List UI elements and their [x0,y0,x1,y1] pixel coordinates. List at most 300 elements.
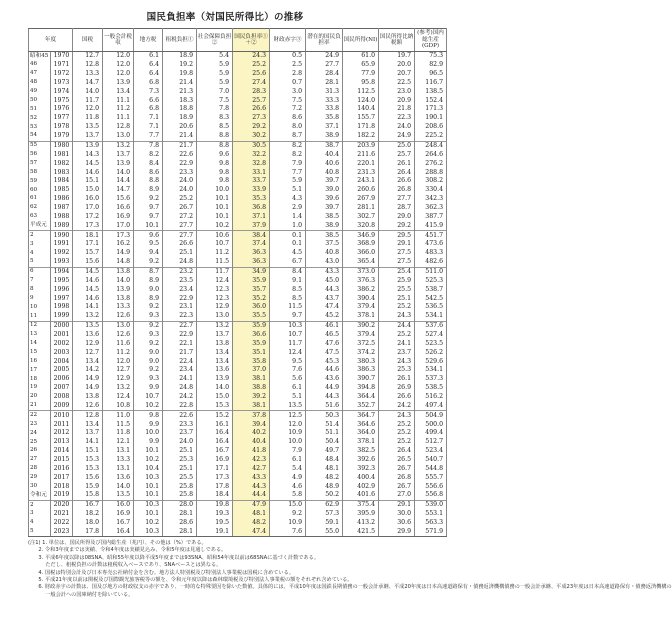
cell-general-account-tax: 10.8 [103,402,134,411]
cell-potential-burden-rate: 38.9 [306,221,343,230]
cell-year: 2010 [51,411,73,420]
cell-potential-burden-rate: 48.4 [306,456,343,465]
cell-fiscal-deficit: 4.5 [270,249,306,258]
cell-era: 14 [29,340,51,349]
cell-social-security-burden: 15.3 [197,402,233,411]
cell-potential-burden-rate: 62.9 [306,500,343,509]
cell-local-tax: 10.4 [134,465,163,474]
cell-national-burden-rate: 44.3 [233,482,270,491]
cell-year: 1990 [51,231,73,240]
cell-national-tax: 18.1 [73,231,103,240]
cell-general-account-tax: 12.6 [103,312,134,321]
cell-national-tax: 11.7 [73,96,103,105]
cell-social-security-burden: 16.1 [197,420,233,429]
cell-national-burden-rate: 35.9 [233,276,270,285]
cell-general-account-tax: 13.5 [103,491,134,500]
cell-fiscal-deficit: 8.0 [270,123,306,132]
cell-year: 1975 [51,96,73,105]
table-row [29,510,447,519]
cell-tax-burden: 25.2 [163,195,197,204]
cell-social-security-burden: 19.5 [197,519,233,528]
cell-local-tax: 10.1 [134,491,163,500]
cell-potential-burden-rate: 51.1 [306,429,343,438]
cell-gdp: 116.7 [415,79,447,88]
table-row [29,249,447,258]
cell-general-account-tax: 13.2 [103,384,134,393]
cell-tax-to-income: 26.4 [379,447,415,456]
cell-national-income: 124.0 [343,96,379,105]
cell-year: 2013 [51,438,73,447]
cell-gdp: 555.7 [415,473,447,482]
cell-era: 47 [29,70,51,79]
cell-national-tax: 14.7 [73,79,103,88]
cell-era: 50 [29,96,51,105]
cell-fiscal-deficit: 7.9 [270,159,306,168]
cell-national-tax: 13.9 [73,141,103,150]
cell-general-account-tax: 13.2 [103,141,134,150]
cell-fiscal-deficit: 5.8 [270,491,306,500]
cell-gdp: 225.2 [415,132,447,141]
cell-general-account-tax: 14.0 [103,482,134,491]
cell-national-burden-rate: 40.2 [233,429,270,438]
cell-era: 63 [29,212,51,221]
cell-tax-burden: 26.6 [163,240,197,249]
cell-fiscal-deficit: 1.4 [270,212,306,221]
cell-national-income: 267.9 [343,195,379,204]
cell-year: 2001 [51,331,73,340]
cell-potential-burden-rate: 38.7 [306,141,343,150]
cell-social-security-burden: 13.6 [197,366,233,375]
cell-era: 13 [29,331,51,340]
cell-national-burden-rate: 42.3 [233,456,270,465]
cell-gdp: 571.9 [415,528,447,537]
cell-gdp: 171.3 [415,105,447,114]
cell-fiscal-deficit: 8.5 [270,294,306,303]
cell-general-account-tax: 13.9 [103,159,134,168]
cell-tax-to-income: 27.0 [379,491,415,500]
cell-era: 28 [29,465,51,474]
cell-national-tax: 18.0 [73,519,103,528]
cell-local-tax: 10.2 [134,402,163,411]
cell-tax-burden: 25.1 [163,249,197,258]
header-potential-burden-rate: 潜在的国民負担率 [306,29,343,52]
cell-tax-burden: 23.2 [163,267,197,276]
cell-era: 10 [29,303,51,312]
table-row [29,105,447,114]
cell-gdp: 362.3 [415,204,447,213]
cell-local-tax: 10.1 [134,482,163,491]
header-tax-burden: 租税負担① [163,29,197,52]
cell-tax-burden: 27.2 [163,212,197,221]
cell-era: 22 [29,411,51,420]
cell-tax-burden: 19.8 [163,70,197,79]
cell-local-tax: 10.2 [134,456,163,465]
cell-tax-to-income: 25.5 [379,285,415,294]
cell-tax-burden: 22.9 [163,331,197,340]
burden-rate-table [28,28,447,537]
cell-social-security-burden: 10.2 [197,221,233,230]
cell-tax-to-income: 24.3 [379,312,415,321]
cell-era: 58 [29,168,51,177]
table-row [29,70,447,79]
cell-national-burden-rate: 48.2 [233,519,270,528]
cell-national-burden-rate: 33.9 [233,186,270,195]
cell-tax-burden: 24.0 [163,186,197,195]
cell-national-income: 373.0 [343,267,379,276]
cell-fiscal-deficit: 5.1 [270,186,306,195]
cell-year: 1980 [51,141,73,150]
cell-national-income: 243.1 [343,177,379,186]
cell-tax-burden: 22.4 [163,357,197,366]
cell-era: 56 [29,150,51,159]
cell-national-burden-rate: 37.0 [233,366,270,375]
cell-tax-burden: 25.3 [163,456,197,465]
cell-local-tax: 10.7 [134,393,163,402]
cell-national-income: 77.9 [343,70,379,79]
cell-local-tax: 6.4 [134,61,163,70]
table-row [29,482,447,491]
cell-fiscal-deficit: 12.4 [270,348,306,357]
cell-local-tax: 9.2 [134,258,163,267]
cell-local-tax: 8.2 [134,150,163,159]
cell-fiscal-deficit: 0.1 [270,240,306,249]
cell-local-tax: 9.8 [134,411,163,420]
cell-tax-burden: 18.9 [163,52,197,61]
cell-tax-to-income: 22.5 [379,79,415,88]
cell-national-income: 390.4 [343,294,379,303]
cell-fiscal-deficit: 8.7 [270,132,306,141]
cell-national-tax: 14.5 [73,267,103,276]
cell-local-tax: 8.4 [134,159,163,168]
cell-era: 55 [29,141,51,150]
cell-national-tax: 14.1 [73,438,103,447]
cell-social-security-burden: 11.7 [197,267,233,276]
cell-social-security-burden: 8.3 [197,114,233,123]
cell-national-income: 375.4 [343,500,379,509]
cell-potential-burden-rate: 57.3 [306,510,343,519]
cell-local-tax: 6.6 [134,96,163,105]
table-row [29,384,447,393]
cell-year: 1974 [51,87,73,96]
cell-national-income: 320.8 [343,221,379,230]
table-row [29,348,447,357]
cell-tax-burden: 21.7 [163,141,197,150]
cell-gdp: 152.4 [415,96,447,105]
cell-national-income: 95.8 [343,79,379,88]
cell-year: 2005 [51,366,73,375]
cell-general-account-tax: 12.9 [103,375,134,384]
cell-national-income: 395.9 [343,510,379,519]
cell-national-tax: 13.4 [73,420,103,429]
cell-gdp: 563.3 [415,519,447,528]
cell-general-account-tax: 12.8 [103,123,134,132]
cell-national-tax: 13.7 [73,132,103,141]
cell-potential-burden-rate: 39.0 [306,186,343,195]
cell-local-tax: 7.7 [134,132,163,141]
cell-national-burden-rate: 32.8 [233,159,270,168]
cell-era: 16 [29,357,51,366]
cell-general-account-tax: 16.9 [103,510,134,519]
cell-national-burden-rate: 29.2 [233,123,270,132]
cell-national-burden-rate: 35.1 [233,348,270,357]
cell-social-security-burden: 15.0 [197,393,233,402]
cell-year: 2023 [51,528,73,537]
cell-national-burden-rate: 35.9 [233,340,270,349]
cell-national-tax: 13.3 [73,70,103,79]
cell-era: 5 [29,258,51,267]
cell-social-security-burden: 16.9 [197,456,233,465]
cell-era: 7 [29,276,51,285]
cell-fiscal-deficit: 2.9 [270,204,306,213]
cell-tax-to-income: 30.0 [379,510,415,519]
cell-fiscal-deficit: 8.6 [270,114,306,123]
cell-tax-to-income: 23.0 [379,87,415,96]
cell-year: 1992 [51,249,73,258]
cell-social-security-burden: 10.1 [197,195,233,204]
cell-year: 2012 [51,429,73,438]
cell-national-income: 112.5 [343,87,379,96]
cell-social-security-burden: 13.7 [197,331,233,340]
cell-potential-burden-rate: 27.7 [306,61,343,70]
cell-gdp: 512.7 [415,438,447,447]
cell-fiscal-deficit: 7.9 [270,447,306,456]
cell-era: 20 [29,393,51,402]
cell-national-tax: 13.4 [73,357,103,366]
cell-national-tax: 15.3 [73,465,103,474]
cell-year: 1983 [51,168,73,177]
table-row [29,465,447,474]
table-row [29,150,447,159]
cell-national-burden-rate: 28.3 [233,87,270,96]
cell-national-income: 413.2 [343,519,379,528]
cell-national-income: 372.5 [343,340,379,349]
cell-potential-burden-rate: 31.3 [306,87,343,96]
cell-fiscal-deficit: 7.6 [270,528,306,537]
table-row [29,96,447,105]
cell-tax-burden: 22.8 [163,402,197,411]
cell-fiscal-deficit: 2.5 [270,61,306,70]
cell-local-tax: 9.2 [134,303,163,312]
cell-general-account-tax: 13.9 [103,79,134,88]
cell-national-tax: 14.5 [73,285,103,294]
cell-local-tax: 9.6 [134,231,163,240]
table-row [29,231,447,240]
cell-tax-to-income: 29.5 [379,231,415,240]
cell-tax-to-income: 22.3 [379,114,415,123]
cell-era: 15 [29,348,51,357]
cell-tax-burden: 20.6 [163,123,197,132]
table-row [29,438,447,447]
cell-national-income: 378.1 [343,438,379,447]
cell-gdp: 96.5 [415,70,447,79]
cell-general-account-tax: 16.9 [103,212,134,221]
cell-gdp: 526.2 [415,348,447,357]
cell-gdp: 208.6 [415,123,447,132]
cell-potential-burden-rate: 48.1 [306,465,343,474]
cell-general-account-tax: 12.0 [103,357,134,366]
cell-gdp: 537.6 [415,321,447,330]
cell-tax-to-income: 25.2 [379,438,415,447]
cell-potential-burden-rate: 39.6 [306,195,343,204]
table-row [29,321,447,330]
cell-national-burden-rate: 48.1 [233,510,270,519]
cell-general-account-tax: 13.7 [103,150,134,159]
cell-local-tax: 8.7 [134,267,163,276]
cell-year: 2003 [51,348,73,357]
cell-potential-burden-rate: 47.6 [306,340,343,349]
cell-national-income: 401.6 [343,491,379,500]
cell-era: 3 [29,240,51,249]
cell-potential-burden-rate: 28.1 [306,79,343,88]
cell-national-tax: 12.8 [73,411,103,420]
cell-era: 51 [29,105,51,114]
cell-year: 1979 [51,132,73,141]
cell-year: 1995 [51,276,73,285]
cell-fiscal-deficit: 5.6 [270,375,306,384]
cell-potential-burden-rate: 47.4 [306,303,343,312]
cell-social-security-burden: 19.8 [197,500,233,509]
cell-tax-to-income: 29.2 [379,221,415,230]
cell-social-security-burden: 5.4 [197,52,233,61]
cell-national-burden-rate: 36.3 [233,258,270,267]
cell-national-income: 421.5 [343,528,379,537]
table-row [29,447,447,456]
header-national-burden-rate: 国民負担率①＋② [233,29,270,52]
cell-gdp: 500.0 [415,420,447,429]
cell-general-account-tax: 14.9 [103,249,134,258]
cell-national-burden-rate: 38.8 [233,384,270,393]
cell-tax-burden: 23.1 [163,303,197,312]
cell-social-security-burden: 10.7 [197,240,233,249]
cell-national-burden-rate: 30.5 [233,141,270,150]
cell-fiscal-deficit: 8.2 [270,150,306,159]
cell-era: 4 [29,519,51,528]
cell-national-income: 182.2 [343,132,379,141]
table-row [29,240,447,249]
cell-local-tax: 8.6 [134,168,163,177]
cell-local-tax: 10.2 [134,519,163,528]
cell-national-income: 364.0 [343,429,379,438]
cell-social-security-burden: 5.9 [197,61,233,70]
cell-year: 2022 [51,519,73,528]
cell-era: 平成元 [29,221,51,230]
cell-tax-to-income: 25.4 [379,267,415,276]
page-title: 国民負担率（対国民所得比）の推移 [146,12,304,23]
cell-gdp: 516.2 [415,393,447,402]
cell-general-account-tax: 11.2 [103,348,134,357]
cell-national-burden-rate: 35.3 [233,195,270,204]
cell-general-account-tax: 16.0 [103,500,134,509]
footnote-line: (注1) 1. 単位は、国民所得及び国内総生産（兆円）、その他は（%）である。 [28,540,207,546]
cell-gdp: 483.3 [415,249,447,258]
cell-year: 2004 [51,357,73,366]
cell-tax-burden: 25.1 [163,465,197,474]
cell-local-tax: 10.3 [134,473,163,482]
cell-tax-burden: 28.6 [163,519,197,528]
cell-social-security-burden: 9.8 [197,177,233,186]
cell-general-account-tax: 14.7 [103,186,134,195]
cell-gdp: 511.0 [415,267,447,276]
cell-general-account-tax: 11.0 [103,411,134,420]
cell-gdp: 499.4 [415,429,447,438]
cell-era: 6 [29,267,51,276]
cell-national-tax: 15.6 [73,258,103,267]
cell-era: 2 [29,500,51,509]
cell-tax-burden: 25.8 [163,491,197,500]
cell-tax-to-income: 25.0 [379,141,415,150]
cell-potential-burden-rate: 39.7 [306,204,343,213]
cell-fiscal-deficit: 9.1 [270,276,306,285]
cell-fiscal-deficit: 0.1 [270,231,306,240]
header-national-tax: 国税 [73,29,103,52]
cell-fiscal-deficit: 0.7 [270,79,306,88]
cell-tax-to-income: 26.7 [379,465,415,474]
cell-national-income: 386.2 [343,285,379,294]
cell-fiscal-deficit: 4.6 [270,482,306,491]
cell-year: 1981 [51,150,73,159]
cell-potential-burden-rate: 46.1 [306,321,343,330]
footnote-line: 一般会計への国庫納付を除いている。 [28,591,134,598]
cell-potential-burden-rate: 38.9 [306,132,343,141]
cell-fiscal-deficit: 4.3 [270,195,306,204]
cell-potential-burden-rate: 37.1 [306,123,343,132]
cell-gdp: 451.7 [415,231,447,240]
cell-potential-burden-rate: 48.2 [306,473,343,482]
cell-tax-to-income: 25.2 [379,420,415,429]
cell-social-security-burden: 16.7 [197,447,233,456]
cell-era: 12 [29,321,51,330]
cell-tax-burden: 24.8 [163,384,197,393]
cell-gdp: 308.2 [415,177,447,186]
cell-national-income: 352.7 [343,402,379,411]
cell-national-tax: 12.7 [73,52,103,61]
cell-fiscal-deficit: 9.7 [270,312,306,321]
cell-potential-burden-rate: 24.9 [306,52,343,61]
cell-local-tax: 10.3 [134,500,163,509]
cell-national-burden-rate: 37.4 [233,240,270,249]
table-row [29,204,447,213]
cell-year: 2020 [51,500,73,509]
cell-fiscal-deficit: 6.1 [270,456,306,465]
cell-general-account-tax: 12.4 [103,393,134,402]
cell-national-tax: 12.6 [73,402,103,411]
cell-era: 46 [29,61,51,70]
cell-potential-burden-rate: 44.3 [306,285,343,294]
cell-era: 59 [29,177,51,186]
cell-local-tax: 9.9 [134,438,163,447]
cell-gdp: 342.3 [415,195,447,204]
cell-era: 3 [29,510,51,519]
cell-national-income: 364.7 [343,411,379,420]
cell-national-income: 211.6 [343,150,379,159]
cell-gdp: 482.6 [415,258,447,267]
cell-general-account-tax: 13.0 [103,321,134,330]
cell-tax-to-income: 28.7 [379,204,415,213]
cell-national-burden-rate: 38.4 [233,231,270,240]
cell-local-tax: 9.3 [134,375,163,384]
cell-general-account-tax: 13.1 [103,447,134,456]
cell-national-burden-rate: 36.8 [233,204,270,213]
cell-national-income: 402.9 [343,482,379,491]
footnote-line: 4. 国税は特別会計及び日本専売公社納付金を含む。地方法人特別税及び特別法人事業税は国税に含めている。 [28,569,294,576]
cell-tax-burden: 22.6 [163,150,197,159]
cell-national-income: 364.4 [343,393,379,402]
cell-tax-burden: 25.5 [163,473,197,482]
cell-tax-burden: 21.4 [163,132,197,141]
cell-national-burden-rate: 25.2 [233,61,270,70]
cell-year: 1976 [51,105,73,114]
cell-tax-burden: 19.2 [163,61,197,70]
